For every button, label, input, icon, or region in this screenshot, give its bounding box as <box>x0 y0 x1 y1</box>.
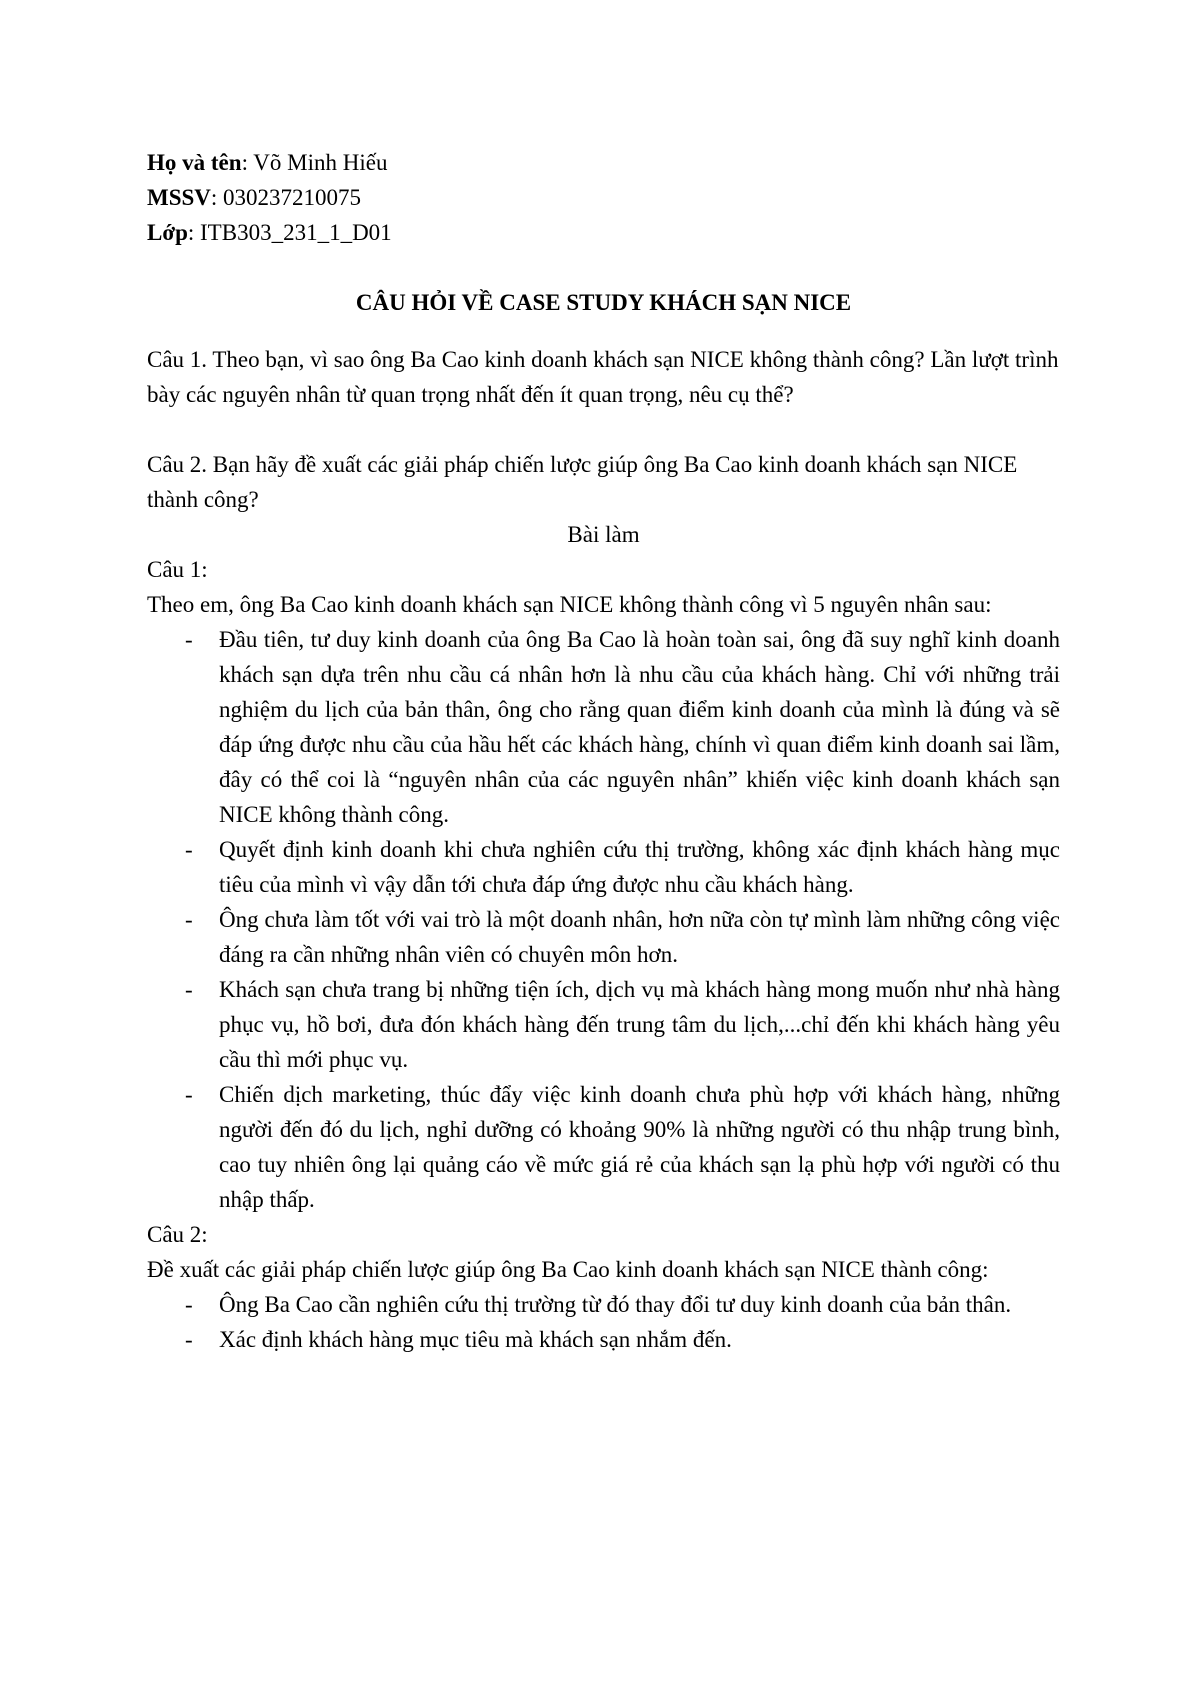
answer-1-label: Câu 1: <box>147 557 208 582</box>
bullet-dash: - <box>185 1327 193 1352</box>
class-label: Lớp <box>147 220 188 245</box>
bullet-dash: - <box>185 977 193 1002</box>
list-item-text: Xác định khách hàng mục tiêu mà khách sạn nhắm đến. <box>219 1327 732 1352</box>
question-2: Câu 2. Bạn hãy đề xuất các giải pháp chiến lược giúp ông Ba Cao kinh doanh khách sạn NICE thành công? <box>147 452 1018 512</box>
list-item-text: Ông Ba Cao cần nghiên cứu thị trường từ đó thay đổi tư duy kinh doanh của bản thân. <box>219 1292 1012 1317</box>
list-item-text: Quyết định kinh doanh khi chưa nghiên cứu thị trường, không xác định khách hàng mục tiêu của mình vì vậy dẫn tới chưa đáp ứng được nhu cầu khách hàng. <box>219 837 1060 897</box>
list-item <box>147 1077 1060 1217</box>
class-line <box>147 215 1060 250</box>
name-value: : Võ Minh Hiếu <box>241 150 388 175</box>
list-item-text: Khách sạn chưa trang bị những tiện ích, dịch vụ mà khách hàng mong muốn như nhà hàng phục vụ, hồ bơi, đưa đón khách hàng đến trung tâm du lịch,...chỉ đến khi khách hàng yêu cầu thì mới phục vụ. <box>219 977 1060 1072</box>
list-item-text: Chiến dịch marketing, thúc đẩy việc kinh doanh chưa phù hợp với khách hàng, những người đến đó du lịch, nghỉ dưỡng có khoảng 90% là những người có thu nhập trung bình, cao tuy nhiên ông lại quảng cáo về mức giá rẻ của khách sạn lạ phù hợp với người có thu nhập thấp. <box>219 1082 1060 1212</box>
list-item <box>147 832 1060 902</box>
student-name-line <box>147 145 1060 180</box>
list-item-text: Ông chưa làm tốt với vai trò là một doanh nhân, hơn nữa còn tự mình làm những công việc đáng ra cần những nhân viên có chuyên môn hơn. <box>219 907 1060 967</box>
class-value: : ITB303_231_1_D01 <box>187 220 392 245</box>
bullet-dash: - <box>185 1082 193 1107</box>
name-label: Họ và tên <box>147 150 242 175</box>
list-item <box>147 972 1060 1077</box>
list-item-text: Đầu tiên, tư duy kinh doanh của ông Ba Cao là hoàn toàn sai, ông đã suy nghĩ kinh doanh khách sạn dựa trên nhu cầu cá nhân hơn là nhu cầu của khách hàng. Chỉ với những trải nghiệm du lịch của bản thân, ông cho rằng quan điểm kinh doanh của mình là đúng và sẽ đáp ứng được nhu cầu của hầu hết các khách hàng, chính vì quan điểm kinh doanh sai lầm, đây có thể coi là “nguyên nhân của các nguyên nhân” khiến việc kinh doanh khách sạn NICE không thành công. <box>219 627 1060 827</box>
student-id-value: : 030237210075 <box>210 185 362 210</box>
document-page <box>147 145 1060 1357</box>
document-title: CÂU HỎI VỀ CASE STUDY KHÁCH SẠN NICE <box>355 290 852 315</box>
answer-2-list <box>147 1287 1060 1357</box>
bullet-dash: - <box>185 627 193 652</box>
answer-1-intro: Theo em, ông Ba Cao kinh doanh khách sạn NICE không thành công vì 5 nguyên nhân sau: <box>147 592 992 617</box>
list-item <box>147 1322 1060 1357</box>
answer-1-list <box>147 622 1060 1217</box>
bullet-dash: - <box>185 837 193 862</box>
list-item <box>147 1287 1060 1322</box>
bullet-dash: - <box>185 1292 193 1317</box>
list-item <box>147 902 1060 972</box>
student-id-line <box>147 180 1060 215</box>
answer-heading: Bài làm <box>567 522 640 547</box>
answer-2-label: Câu 2: <box>147 1222 208 1247</box>
answer-2-intro: Đề xuất các giải pháp chiến lược giúp ông Ba Cao kinh doanh khách sạn NICE thành công: <box>147 1257 989 1282</box>
list-item <box>147 622 1060 832</box>
question-1: Câu 1. Theo bạn, vì sao ông Ba Cao kinh doanh khách sạn NICE không thành công? Lần lượt trình bày các nguyên nhân từ quan trọng nhất đến ít quan trọng, nêu cụ thể? <box>147 347 1059 407</box>
student-id-label: MSSV <box>147 185 211 210</box>
student-info <box>147 145 1060 250</box>
bullet-dash: - <box>185 907 193 932</box>
